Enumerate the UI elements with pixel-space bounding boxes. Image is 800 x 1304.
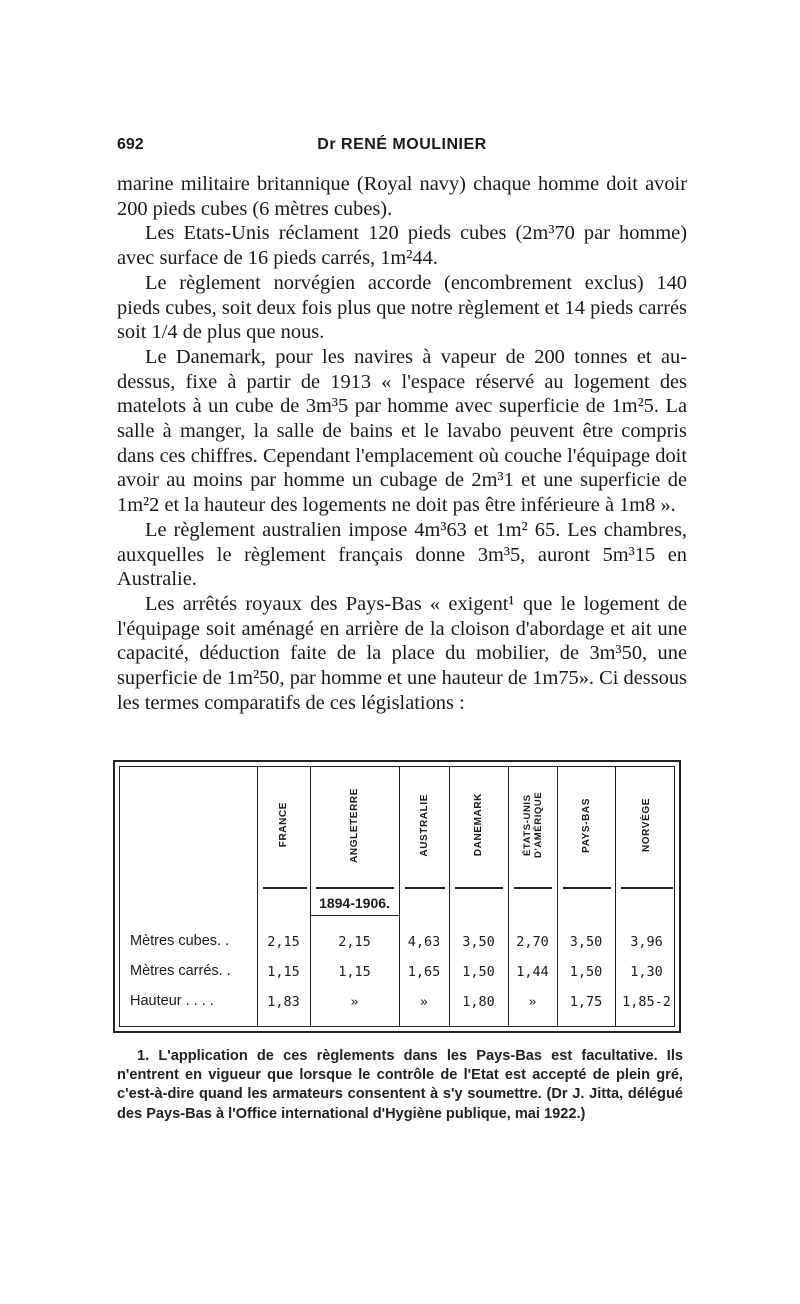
paragraph: Les arrêtés royaux des Pays-Bas « exigent¹ que le logement de l'équipage soit aménagé en arrière de la cloison d'abordage et ait une capacité, déduction faite de la place du mobilier, de 3m³50, une superficie de 1m²50, par homme et une hauteur de 1m75». Ci dessous les termes comparatifs de ces législations : xyxy=(117,592,687,714)
column-header-pays-bas: PAYS-BAS xyxy=(580,797,592,853)
table-cell: 2,15 xyxy=(267,934,300,950)
row-label: Hauteur . . . . xyxy=(130,993,214,1009)
paragraph: Le règlement norvégien accorde (encombrement exclus) 140 pieds cubes, soit deux fois plus que notre règlement et 14 pieds carrés soit 1/4 de plus que nous. xyxy=(117,271,687,344)
running-title: Dr RENÉ MOULINIER xyxy=(317,136,487,153)
table-cell: 2,15 xyxy=(338,934,371,950)
table-cell: 3,50 xyxy=(569,934,603,950)
table-cell: 1,80 xyxy=(462,994,495,1010)
footnote xyxy=(117,1047,683,1124)
header-rule xyxy=(263,887,307,889)
header-rule xyxy=(563,887,611,889)
page-header xyxy=(117,136,687,162)
table-cell: 3,96 xyxy=(630,934,663,950)
table-cell: 3,50 xyxy=(462,934,495,950)
table-cell: » xyxy=(350,994,359,1010)
table-cell: 1,65 xyxy=(407,964,441,980)
paragraph: marine militaire britannique (Royal navy) chaque homme doit avoir 200 pieds cubes (6 mètres cubes). xyxy=(117,173,687,220)
table-cell: » xyxy=(419,994,429,1010)
body-text xyxy=(117,172,687,715)
paragraph: Les Etats-Unis réclament 120 pieds cubes (2m³70 par homme) avec surface de 16 pieds carrés, 1m²44. xyxy=(117,222,687,270)
paragraph: Le Danemark, pour les navires à vapeur de 200 tonnes et au-dessus, fixe à partir de 1913 « l'espace réservé au logement des matelots à un cube de 3m³5 par homme avec superficie de 1m²5. La salle à manger, la salle de bains et le lavabo peuvent être compris dans ces chiffres. Cependant l'emplacement où couche l'équipage doit avoir au moins par homme un cubage de 2m³1 et une superficie de 1m²2 et la hauteur des logements ne doit pas être inférieure à 1m8 ». xyxy=(117,345,687,517)
table-cell: 1,15 xyxy=(338,964,371,980)
column-header-norvege: NORVÈGE xyxy=(641,797,652,853)
table-cell: 1,44 xyxy=(516,964,549,980)
period-underline xyxy=(310,915,399,916)
header-rule xyxy=(316,887,394,889)
paragraph: Le règlement australien impose 4m³63 et 1m² 65. Les chambres, auxquelles le règlement français donne 3m³5, auront 5m³15 en Australie. xyxy=(117,518,687,591)
table-cell: 1,83 xyxy=(267,994,300,1010)
table-cell: 2,70 xyxy=(516,934,549,950)
column-header-angleterre: ANGLETERRE xyxy=(349,787,360,863)
table-cell: 4,63 xyxy=(407,934,441,950)
table-cell: 1,50 xyxy=(462,964,495,980)
table-cell: 1,75 xyxy=(569,994,603,1010)
header-rule xyxy=(514,887,552,889)
row-label: Mètres carrés. . xyxy=(130,963,231,979)
row-label: Mètres cubes. . xyxy=(130,933,230,949)
comparison-table xyxy=(113,760,681,1033)
column-header-france: FRANCE xyxy=(278,802,289,848)
page-number: 692 xyxy=(117,136,144,153)
table-cell: 1,15 xyxy=(267,964,300,980)
table-cell: 1,85-2 xyxy=(622,994,671,1010)
header-rule xyxy=(405,887,445,889)
column-header-australie: AUSTRALIE xyxy=(418,793,430,857)
header-rule xyxy=(621,887,673,889)
header-rule xyxy=(455,887,503,889)
column-header-etats-unis: ÉTATS-UNIS D'AMÉRIQUE xyxy=(521,791,544,859)
table-cell: 1,30 xyxy=(630,964,663,980)
table-inner-frame xyxy=(119,766,675,1027)
footnote-text: 1. L'application de ces règlements dans les Pays-Bas est facultative. Ils n'entrent en vigueur que lorsque le contrôle de l'Etat est accepté de plein gré, c'est-à-dire quand les armateurs consentent à s'y soumettre. (Dr J. Jitta, délégué des Pays-Bas à l'Office international d'Hygiène publique, mai 1922.) xyxy=(117,1048,683,1122)
angleterre-period: 1894-1906. xyxy=(319,895,390,911)
table-cell: 1,50 xyxy=(569,964,603,980)
table-cell: » xyxy=(528,994,537,1010)
column-header-danemark: DANEMARK xyxy=(473,793,484,857)
